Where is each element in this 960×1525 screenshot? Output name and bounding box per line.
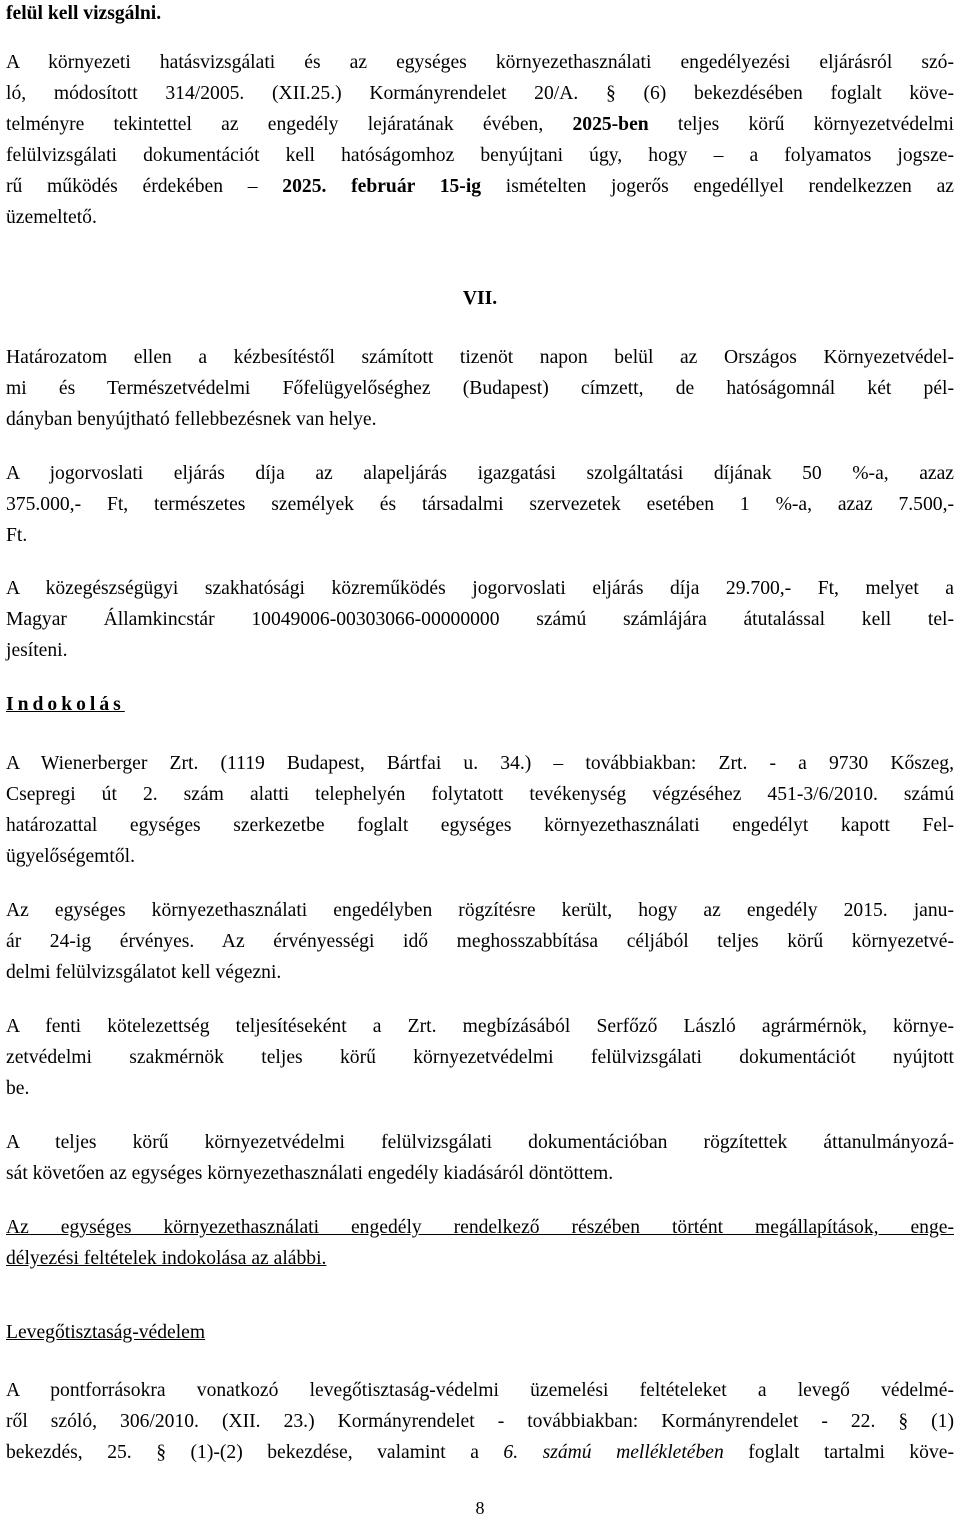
paragraph-line: ről szóló, 306/2010. (XII. 23.) Kormányrendelet - továbbiakban: Kormányrendelet - 22. § (1)	[6, 1411, 954, 1432]
paragraph-line: Magyar Államkincstár 10049006-00303066-00000000 számú számlájára átutalással kell tel-	[6, 609, 954, 630]
paragraph-line: A környezeti hatásvizsgálati és az egységes környezethasználati engedélyezési eljárásról szó-	[6, 52, 954, 73]
deadline-year: 2025-ben	[572, 114, 649, 135]
paragraph-line: üzemeltető.	[6, 207, 97, 228]
paragraph-line: zetvédelmi szakmérnök teljes körű környezetvédelmi felülvizsgálati dokumentációt nyújtott	[6, 1047, 954, 1068]
paragraph-line: A pontforrásokra vonatkozó levegőtisztaság-védelmi üzemelési feltételeket a levegő védelmé-	[6, 1380, 954, 1401]
paragraph-line: Csepregi út 2. szám alatti telephelyén folytatott tevékenység végzéséhez 451-3/6/2010. számú	[6, 784, 954, 805]
paragraph-line: A fenti kötelezettség teljesítéseként a Zrt. megbízásából Serfőző László agrármérnök, környe-	[6, 1016, 954, 1037]
paragraph-line: dányban benyújtható fellebbezésnek van helye.	[6, 409, 377, 430]
paragraph-line: Ft.	[6, 525, 28, 546]
section-heading: VII.	[462, 288, 498, 309]
subsection-heading: Levegőtisztaság-védelem	[6, 1322, 206, 1343]
paragraph-line: ló, módosított 314/2005. (XII.25.) Kormányrendelet 20/A. § (6) bekezdésében foglalt köve-	[6, 83, 954, 104]
text-run: foglalt tartalmi köve-	[723, 1442, 955, 1463]
page-number: 8	[475, 1498, 485, 1518]
deadline-date: 2025. február 15-ig	[282, 176, 482, 197]
paragraph-line: ügyelőségemtől.	[6, 846, 135, 867]
paragraph-line: 375.000,- Ft, természetes személyek és társadalmi szervezetek esetében 1 %-a, azaz 7.500,-	[6, 494, 954, 515]
paragraph-line-underlined: Az egységes környezethasználati engedély rendelkező részében történt megállapítások, enge-	[6, 1217, 954, 1238]
paragraph-line: jesíteni.	[6, 640, 68, 661]
paragraph-line: A Wienerberger Zrt. (1119 Budapest, Bártfai u. 34.) – továbbiakban: Zrt. - a 9730 Kőszeg,	[6, 753, 954, 774]
annex-reference: 6. számú mellékletében	[503, 1442, 724, 1463]
paragraph-line: sát követően az egységes környezethasználati engedély kiadásáról döntöttem.	[6, 1163, 614, 1184]
paragraph-line: delmi felülvizsgálatot kell végezni.	[6, 962, 282, 983]
paragraph-line	[6, 1441, 954, 1465]
paragraph-line	[6, 113, 954, 137]
paragraph-line: mi és Természetvédelmi Főfelügyelőséghez (Budapest) címzett, de hatóságomnál két pél-	[6, 378, 954, 399]
paragraph-line: A jogorvoslati eljárás díja az alapeljárás igazgatási szolgáltatási díjának 50 %-a, azaz	[6, 463, 954, 484]
paragraph-line: határozattal egységes szerkezetbe foglalt egységes környezethasználati engedélyt kapott Fel-	[6, 815, 954, 836]
text-run: telményre tekintettel az engedély lejáratának évében,	[6, 114, 573, 135]
text-run: bekezdés, 25. § (1)-(2) bekezdése, valamint a	[6, 1442, 504, 1463]
text-run: teljes körű környezetvédelmi	[648, 114, 954, 135]
paragraph-line: ár 24-ig érvényes. Az érvényességi idő meghosszabbítása céljából teljes körű környezetvé-	[6, 931, 954, 952]
text-run: rű működés érdekében –	[6, 176, 283, 197]
paragraph-line-underlined: délyezési feltételek indokolása az alábbi.	[6, 1248, 327, 1269]
paragraph-line: be.	[6, 1078, 30, 1099]
paragraph-line	[6, 175, 954, 199]
paragraph-line: Határozatom ellen a kézbesítéstől számított tizenöt napon belül az Országos Környezetvédel-	[6, 347, 954, 368]
text-run: ismételten jogerős engedéllyel rendelkezzen az	[481, 176, 954, 197]
paragraph-line: felülvizsgálati dokumentációt kell hatóságomhoz benyújtani úgy, hogy – a folyamatos jogsze-	[6, 145, 954, 166]
continuation-line: felül kell vizsgálni.	[6, 3, 162, 24]
paragraph-line: Az egységes környezethasználati engedélyben rögzítésre került, hogy az engedély 2015. janu-	[6, 900, 954, 921]
paragraph-line: A teljes körű környezetvédelmi felülvizsgálati dokumentációban rögzítettek áttanulmányozá-	[6, 1132, 954, 1153]
justification-heading: Indokolás	[6, 694, 125, 715]
paragraph-line: A közegészségügyi szakhatósági közreműködés jogorvoslati eljárás díja 29.700,- Ft, melyet a	[6, 578, 954, 599]
